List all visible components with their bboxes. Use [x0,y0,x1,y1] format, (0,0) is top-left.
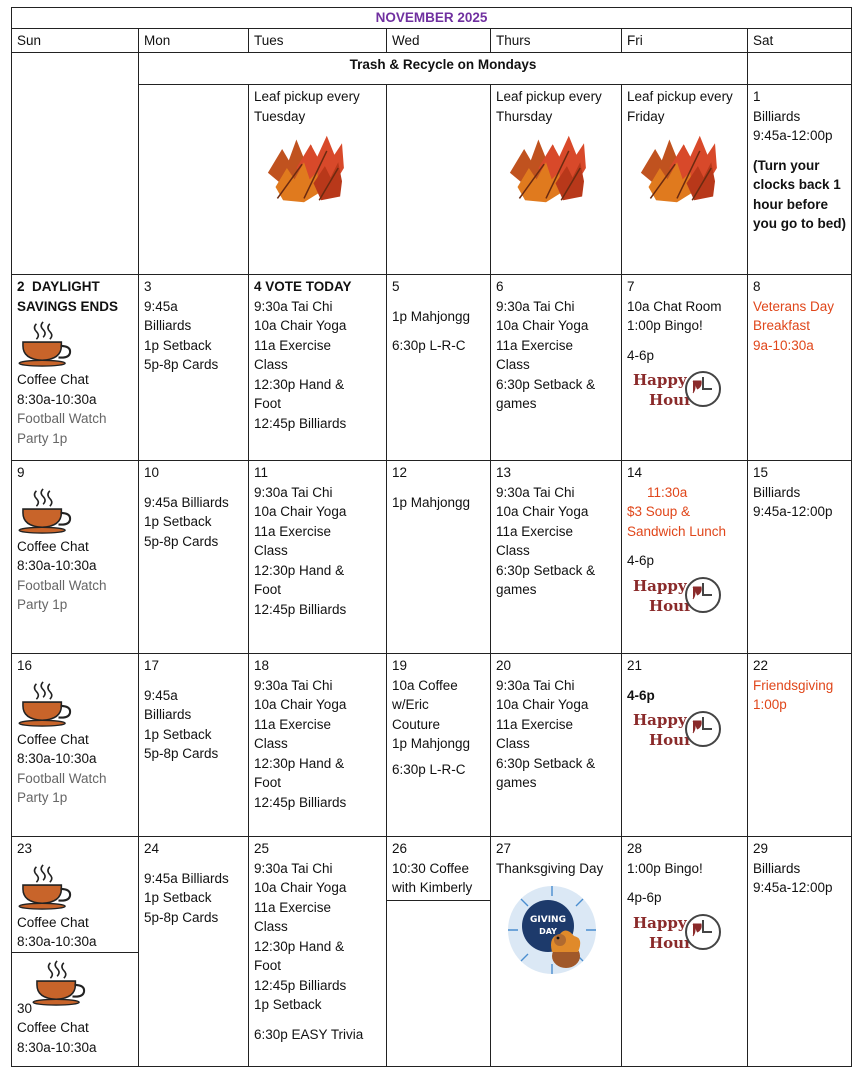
event: 12:30p Hand & [254,755,345,771]
day-cell-7 [622,275,748,461]
day-cell-20 [491,654,622,837]
day-number: 22 [753,658,769,673]
day-cell-6 [491,275,622,461]
dst-title: DAYLIGHT SAVINGS ENDS [17,279,119,314]
event: 10a Chair Yoga [254,697,347,712]
event: 9:30a Tai Chi [254,298,333,314]
calendar-grid [11,7,852,1067]
happy-hour-icon [627,573,723,617]
event: 10a Chair Yoga [496,697,589,712]
event: 6:30p EASY Trivia [254,1026,364,1042]
event: 10a Chat Room [627,298,722,314]
day-number: 14 [627,465,643,480]
event: 10a Chair Yoga [496,504,589,519]
event: 10a Chair Yoga [496,318,589,333]
event: Class [496,543,530,558]
calendar-title: NOVEMBER 2025 [12,8,852,29]
event: 1:00p Bingo! [627,860,703,876]
event: 1p Setback [254,997,322,1012]
event: Sandwich Lunch [627,523,727,539]
event: 6:30p L-R-C [392,338,466,353]
day-cell-28 [622,837,748,1067]
event: 1p Setback [144,726,212,742]
event: Party 1p [17,430,68,446]
day-26-box [387,839,490,901]
event: 8:30a-10:30a [17,558,97,573]
event: Foot [254,775,282,790]
day-cell-1 [748,85,852,275]
event: Class [254,357,288,372]
day-cell-12 [387,461,491,654]
event: 12:30p Hand & [254,938,345,954]
event: Class [496,736,530,751]
event: 6:30p L-R-C [392,761,466,777]
event: 1p Mahjongg [392,736,471,751]
day-number: 8 [753,279,761,294]
day-number: 2 [17,279,25,294]
event: Coffee Chat [17,372,89,387]
autumn-leaves-icon [631,130,723,206]
event: Coffee Chat [17,731,89,747]
event: 10a Coffee [392,677,458,693]
event: games [496,582,537,597]
weekday-sat: Sat [748,28,852,53]
event: 1p Setback [144,514,212,529]
event: $3 Soup & [627,504,691,519]
event: 4-6p [627,687,655,703]
event: Class [254,919,288,934]
trash-notice: Trash & Recycle on Mondays [139,53,748,85]
day-number: 23 [17,841,33,856]
event: Billiards [144,318,192,333]
event: 6:30p Setback & [496,755,596,771]
event: Billiards [753,860,801,876]
day-cell-10 [139,461,249,654]
event: 11a Exercise [496,716,574,732]
day-cell-25 [249,837,387,1067]
day-cell-23-30 [12,837,139,1067]
day-number: 5 [392,279,400,294]
event: Football Watch [17,411,107,426]
event: 4-6p [627,347,655,363]
event: 9:45a Billiards [144,870,229,886]
day-number: 28 [627,841,643,856]
day-cell-22 [748,654,852,837]
event: 1p Mahjongg [392,308,471,324]
coffee-cup-icon [17,680,75,728]
thanks-giving-day-icon [500,882,604,978]
day-number: 3 [144,279,152,294]
day-number: 15 [753,465,769,480]
event: with Kimberly [392,880,473,895]
event: 9:30a Tai Chi [254,677,333,693]
autumn-leaves-icon [258,130,350,206]
day-cell-4 [249,275,387,461]
day-number: 13 [496,465,512,480]
event: 9:45a [144,298,178,314]
day-number: 1 [753,89,761,104]
clock-note: (Turn your clocks back 1 hour before you go to bed) [753,157,846,231]
event: 11:30a [647,484,688,500]
event: 11a Exercise [496,523,574,539]
event: games [496,775,537,790]
day-cell-3 [139,275,249,461]
weekday-fri: Fri [622,28,748,53]
event: 11a Exercise [254,523,332,539]
day-number: 24 [144,841,160,856]
event: 9a-10:30a [753,337,814,353]
autumn-leaves-icon [500,130,592,206]
day-number: 6 [496,279,504,294]
leaf-pickup-fri: Leaf pickup every Friday [627,89,733,124]
event: 5p-8p Cards [144,746,219,761]
leaf-pickup-thu: Leaf pickup every Thursday [496,89,602,124]
day-cell-5 [387,275,491,461]
day-number: 12 [392,465,408,480]
day-cell-9 [12,461,139,654]
weekday-wed: Wed [387,28,491,53]
event: 1:00p Bingo! [627,318,703,333]
day-number: 10 [144,465,160,480]
event: Football Watch [17,770,107,786]
event: Coffee Chat [17,914,89,930]
empty-cell [748,53,852,85]
event: w/Eric [392,697,429,712]
event: 9:45a-12:00p [753,880,833,895]
weekday-tue: Tues [249,28,387,53]
day-number: 25 [254,841,270,856]
day-number: 16 [17,658,33,673]
day-cell-8 [748,275,852,461]
happy-hour-icon [627,707,723,751]
day-cell-empty [12,85,139,275]
event: Thanksgiving Day [496,860,604,876]
day-cell-16 [12,654,139,837]
day-number: 9 [17,465,25,480]
day-cell-2 [12,275,139,461]
event: 11a Exercise [496,337,574,353]
event: Billiards [144,707,192,722]
day-cell-14 [622,461,748,654]
coffee-cup-icon [17,320,75,368]
day-number: 7 [627,279,635,294]
event: Breakfast [753,318,811,333]
day-cell-15 [748,461,852,654]
day-cell-11 [249,461,387,654]
event: Veterans Day [753,298,835,314]
event: Class [254,543,288,558]
day-cell-26 [387,837,491,1067]
day-cell-24 [139,837,249,1067]
event: 12:45p Billiards [254,415,347,431]
vote-title: VOTE TODAY [265,279,352,294]
day-number: 26 [392,841,408,856]
day-number: 27 [496,841,512,856]
event: Party 1p [17,790,68,805]
coffee-cup-icon [17,863,75,911]
event: 9:30a Tai Chi [254,860,333,876]
event: 9:30a Tai Chi [496,677,575,693]
event: 11a Exercise [254,337,332,353]
event: 9:30a Tai Chi [254,484,333,500]
event: 9:30a Tai Chi [496,484,575,500]
event: Friendsgiving [753,677,834,693]
event: 10a Chair Yoga [254,880,347,895]
day-number: 19 [392,658,408,673]
event: 9:45a Billiards [144,494,229,510]
event: Couture [392,716,441,732]
event: Football Watch [17,577,107,593]
event: 11a Exercise [254,899,332,915]
event: 9:45a-12:00p [753,504,833,519]
event: 1p Setback [144,890,212,905]
day-number: 17 [144,658,160,673]
happy-hour-icon [627,367,723,411]
day-number: 21 [627,658,643,673]
day-cell-18 [249,654,387,837]
event: 5p-8p Cards [144,909,219,925]
event: 10a Chair Yoga [254,504,347,519]
event: Coffee Chat [17,538,89,554]
event: Foot [254,582,282,597]
event: 8:30a-10:30a [17,1039,97,1055]
event: 8:30a-10:30a [17,934,97,949]
day-cell-30 [12,952,138,1060]
event: Coffee Chat [17,1020,89,1035]
event: 10:30 Coffee [392,860,470,876]
event: Class [254,736,288,751]
event: 9:45a [144,687,178,703]
event: Billiards [753,108,801,124]
day-number: 4 [254,279,262,294]
event: 12:30p Hand & [254,562,345,578]
weekday-mon: Mon [139,28,249,53]
event: 6:30p Setback & [496,376,596,392]
day-cell-27 [491,837,622,1067]
day-cell-empty [387,85,491,275]
day-number: 18 [254,658,270,673]
day-cell-leaf-thu [491,85,622,275]
event: 12:45p Billiards [254,794,347,810]
event: 12:45p Billiards [254,601,347,617]
weekday-sun: Sun [12,28,139,53]
day-cell-29 [748,837,852,1067]
event: Party 1p [17,597,68,612]
day-number: 11 [254,465,269,480]
event: Foot [254,396,282,411]
event: 9:45a-12:00p [753,128,833,143]
event: 12:45p Billiards [254,977,347,993]
day-cell-leaf-tue [249,85,387,275]
weekday-thu: Thurs [491,28,622,53]
day-cell-leaf-fri [622,85,748,275]
event: 4p-6p [627,890,662,905]
event: 8:30a-10:30a [17,391,97,407]
leaf-pickup-tue: Leaf pickup every Tuesday [254,89,360,124]
day-cell-17 [139,654,249,837]
event: 9:30a Tai Chi [496,298,575,314]
event: 11a Exercise [254,716,332,732]
day-cell-empty [139,85,249,275]
day-cell-19 [387,654,491,837]
event: 1:00p [753,697,787,712]
event: Class [496,357,530,372]
day-number: 20 [496,658,512,673]
event: 8:30a-10:30a [17,751,97,766]
event: 5p-8p Cards [144,357,219,372]
happy-hour-icon [627,910,723,954]
event: Billiards [753,484,801,500]
event: 1p Setback [144,337,212,353]
day-cell-13 [491,461,622,654]
event: 6:30p Setback & [496,562,596,578]
event: games [496,396,537,411]
event: 5p-8p Cards [144,533,219,549]
event: 10a Chair Yoga [254,318,347,333]
coffee-cup-icon [17,487,75,535]
day-cell-21 [622,654,748,837]
event: Foot [254,958,282,973]
event: 1p Mahjongg [392,494,471,510]
day-number: 29 [753,841,769,856]
weekday-header [12,28,852,53]
day-number: 30 [17,1000,33,1016]
event: 4-6p [627,553,655,568]
event: 12:30p Hand & [254,376,345,392]
empty-cell [12,53,139,85]
